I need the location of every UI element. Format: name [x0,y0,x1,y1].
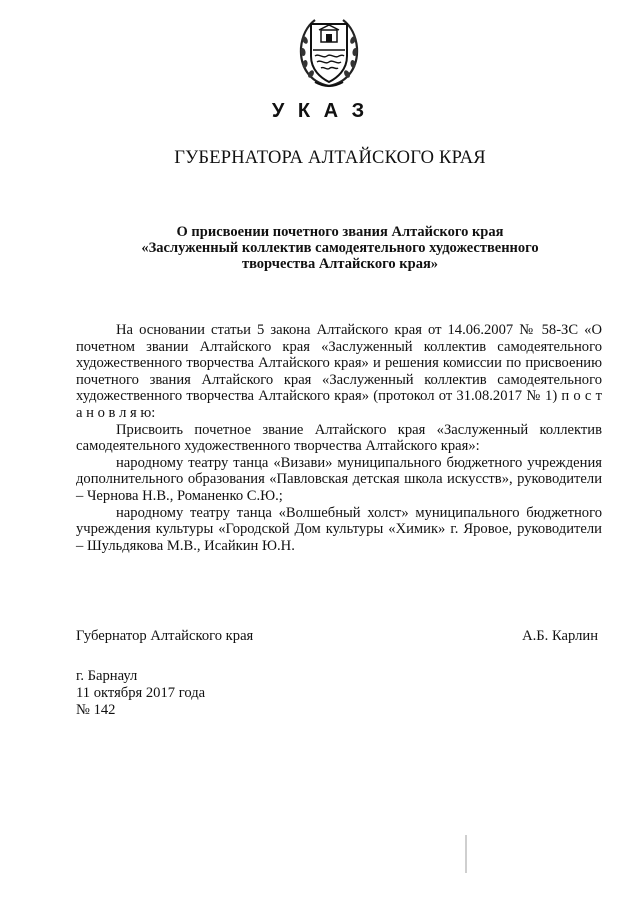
title-line: О присвоении почетного звания Алтайского края [176,224,504,240]
city-text: г. Барнаул [76,668,138,684]
awardee-paragraph-2: народному театру танца «Волшебный холст» муниципального бюджетного учреждения культуры «Городской Дом культуры «Химик» г. Яровое, руководители – Шульдякова М.В., Исайкин Ю.Н. [76,504,602,554]
date-text: 11 октября 2017 года [76,685,206,701]
document-number: № 142 [76,702,116,718]
basis-paragraph: На основании статьи 5 закона Алтайского края от 14.06.2007 № 58-ЗС «О почетном звании Алтайского края «Заслуженный коллектив самодеятельного художественного творчества Алтайского края» и решения комиссии по присвоению почетного звания Алтайского края «Заслуженный коллектив самодеятельного художественного творчества Алтайского края» (протокол от 31.08.2017 № 1) п о с т а н о в л я ю: [76,322,602,421]
title-line: «Заслуженный коллектив самодеятельного художественного [141,240,539,256]
document-footer [76,668,205,719]
signatory-name: А.Б. Карлин [522,628,598,644]
issuer-heading: ГУБЕРНАТОРА АЛТАЙСКОГО КРАЯ [174,148,486,168]
decree-title [100,224,580,272]
awardee-paragraph-1: народному театру танца «Визави» муниципального бюджетного учреждения дополнительного образования «Павловская детская школа искусств», руководители – Чернова Н.В., Романенко С.Ю.; [76,454,602,504]
scan-artifact [465,835,467,873]
signatory-position: Губернатор Алтайского края [76,628,254,644]
decree-body [76,322,602,554]
title-line: творчества Алтайского края» [241,256,439,272]
resolution-paragraph: Присвоить почетное звание Алтайского края «Заслуженный коллектив самодеятельного художественного творчества Алтайского края»: [76,421,602,455]
coat-of-arms-icon [297,10,361,92]
document-type-heading: У К А З [271,100,369,122]
